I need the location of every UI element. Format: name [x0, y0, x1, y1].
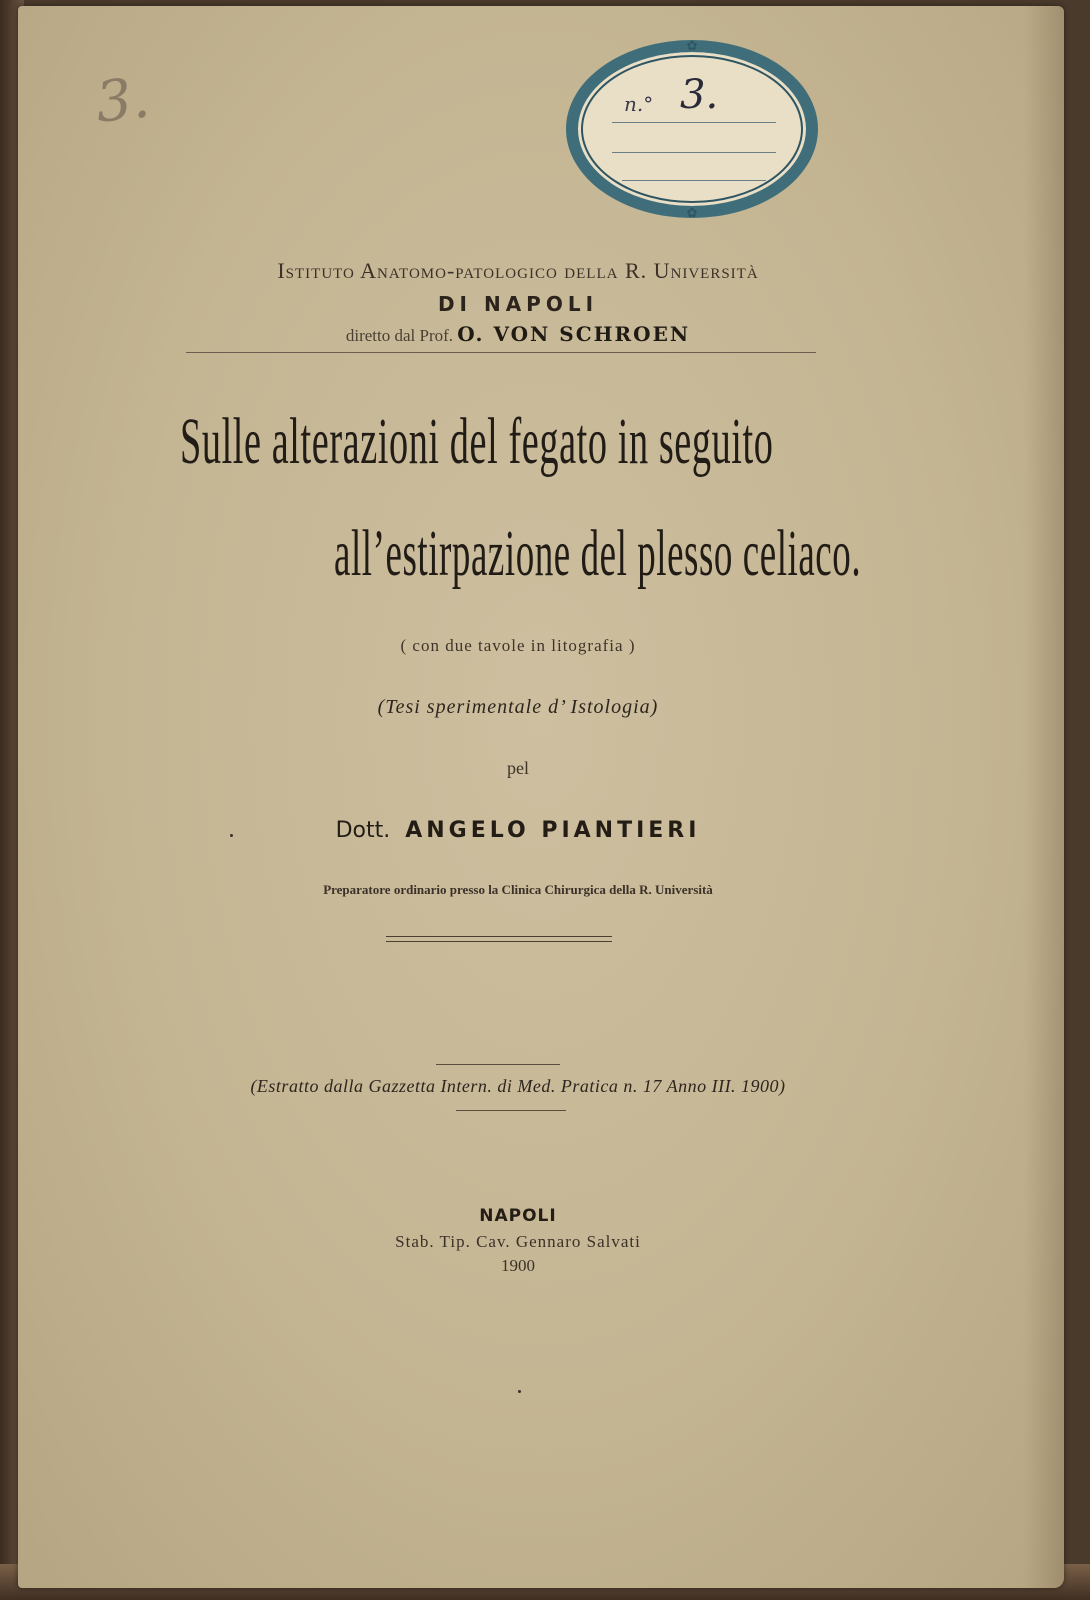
- extract-rule-bottom: [456, 1110, 566, 1111]
- title-line-1: Sulle alterazioni del fegato in seguito: [180, 405, 774, 478]
- paper-speck: [230, 834, 233, 837]
- label-ornament-top-icon: ✿: [686, 38, 698, 53]
- paper-speck: [518, 1390, 521, 1393]
- label-number: 3.: [680, 72, 719, 118]
- label-rule: [612, 122, 776, 123]
- by-word: pel: [507, 758, 529, 778]
- extract-note: (Estratto dalla Gazzetta Intern. di Med. Pratica n. 17 Anno III. 1900): [250, 1076, 786, 1096]
- author-position: Preparatore ordinario presso la Clinica Chirurgica della R. Università: [323, 882, 713, 897]
- library-label: [566, 40, 818, 218]
- imprint-year: 1900: [501, 1256, 535, 1275]
- institute-city: DI NAPOLI: [437, 292, 599, 316]
- thesis-note: (Tesi sperimentale d’ Istologia): [377, 696, 659, 718]
- subtitle: ( con due tavole in litografia ): [400, 636, 636, 655]
- director-prefix: diretto dal Prof.: [345, 326, 454, 345]
- imprint-city: NAPOLI: [479, 1206, 557, 1226]
- header-rule: [186, 352, 816, 353]
- label-rule: [612, 152, 776, 153]
- director-name: O. VON SCHROEN: [457, 322, 691, 346]
- author: [18, 818, 1018, 843]
- document-cover: [18, 6, 1064, 1588]
- double-rule: [386, 936, 612, 942]
- author-name: ANGELO PIANTIERI: [405, 818, 701, 843]
- label-prefix: n.°: [624, 92, 654, 116]
- label-rule: [622, 180, 766, 181]
- imprint-printer: Stab. Tip. Cav. Gennaro Salvati: [395, 1232, 641, 1251]
- label-ornament-bottom-icon: ✿: [686, 205, 698, 220]
- institute-director: [18, 322, 1018, 346]
- page-edge-shadow: [1024, 6, 1064, 1588]
- handwritten-mark: 3.: [92, 65, 153, 136]
- title-line-2: all’estirpazione del plesso celiaco.: [334, 517, 862, 590]
- extract-rule-top: [436, 1064, 560, 1065]
- institute-name: Istituto Anatomo-patologico della R. Università: [277, 258, 759, 283]
- author-title: Dott.: [335, 818, 391, 843]
